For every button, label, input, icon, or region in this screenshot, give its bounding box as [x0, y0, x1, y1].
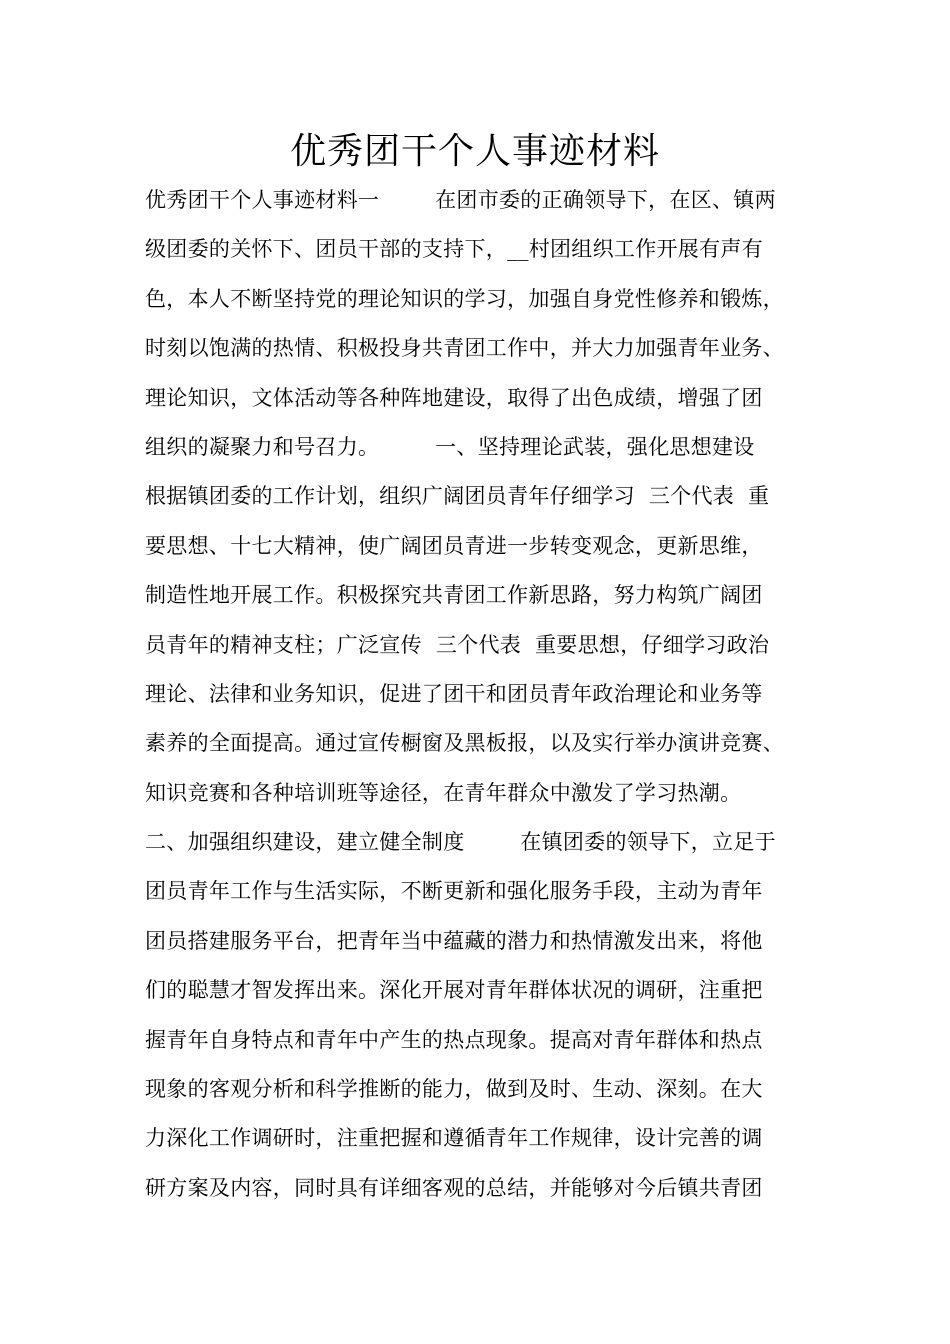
body-line: 研方案及内容，同时具有详细客观的总结，并能够对今后镇共青团 — [145, 1175, 763, 1200]
document-title: 优秀团干个人事迹材料 — [289, 131, 660, 172]
body-line: 理论、法律和业务知识，促进了团干和团员青年政治理论和业务等 — [145, 681, 763, 706]
body-line: 们的聪慧才智发挥出来。深化开展对青年群体状况的调研，注重把 — [145, 978, 763, 1003]
document-body — [145, 176, 845, 1213]
body-line: 素养的全面提高。通过宣传橱窗及黑板报，以及实行举办演讲竞赛、 — [145, 731, 784, 756]
body-line: 要思想、十七大精神，使广阔团员青进一步转变观念，更新思维， — [145, 533, 763, 558]
body-line: 时刻以饱满的热情、积极投身共青团工作中，并大力加强青年业务、 — [145, 336, 784, 361]
body-line: 二、加强组织建设，建立健全制度 在镇团委的领导下，立足于 — [145, 830, 776, 855]
body-line: 根据镇团委的工作计划，组织广阔团员青年仔细学习 三个代表 重 — [145, 484, 770, 509]
body-line: 团员青年工作与生活实际，不断更新和强化服务手段，主动为青年 — [145, 879, 763, 904]
body-line: 知识竞赛和各种培训班等途径，在青年群众中激发了学习热潮。 — [145, 780, 742, 805]
body-line: 色，本人不断坚持党的理论知识的学习，加强自身党性修养和锻炼， — [145, 286, 784, 311]
body-line: 员青年的精神支柱；广泛宣传 三个代表 重要思想，仔细学习政治 — [145, 632, 770, 657]
body-line: 理论知识，文体活动等各种阵地建设，取得了出色成绩，增强了团 — [145, 385, 763, 410]
body-line: 制造性地开展工作。积极探究共青团工作新思路，努力构筑广阔团 — [145, 583, 763, 608]
body-line: 团员搭建服务平台，把青年当中蕴藏的潜力和热情激发出来，将他 — [145, 928, 763, 953]
body-line: 级团委的关怀下、团员干部的支持下，__村团组织工作开展有声有 — [145, 237, 763, 262]
body-line: 握青年自身特点和青年中产生的热点现象。提高对青年群体和热点 — [145, 1027, 763, 1052]
body-line: 力深化工作调研时，注重把握和遵循青年工作规律，设计完善的调 — [145, 1126, 763, 1151]
body-line: 现象的客观分析和科学推断的能力，做到及时、生动、深刻。在大 — [145, 1077, 763, 1102]
body-line: 优秀团干个人事迹材料一 在团市委的正确领导下，在区、镇两 — [145, 188, 776, 212]
body-line: 组织的凝聚力和号召力。 一、坚持理论武装，强化思想建设 — [145, 434, 755, 459]
